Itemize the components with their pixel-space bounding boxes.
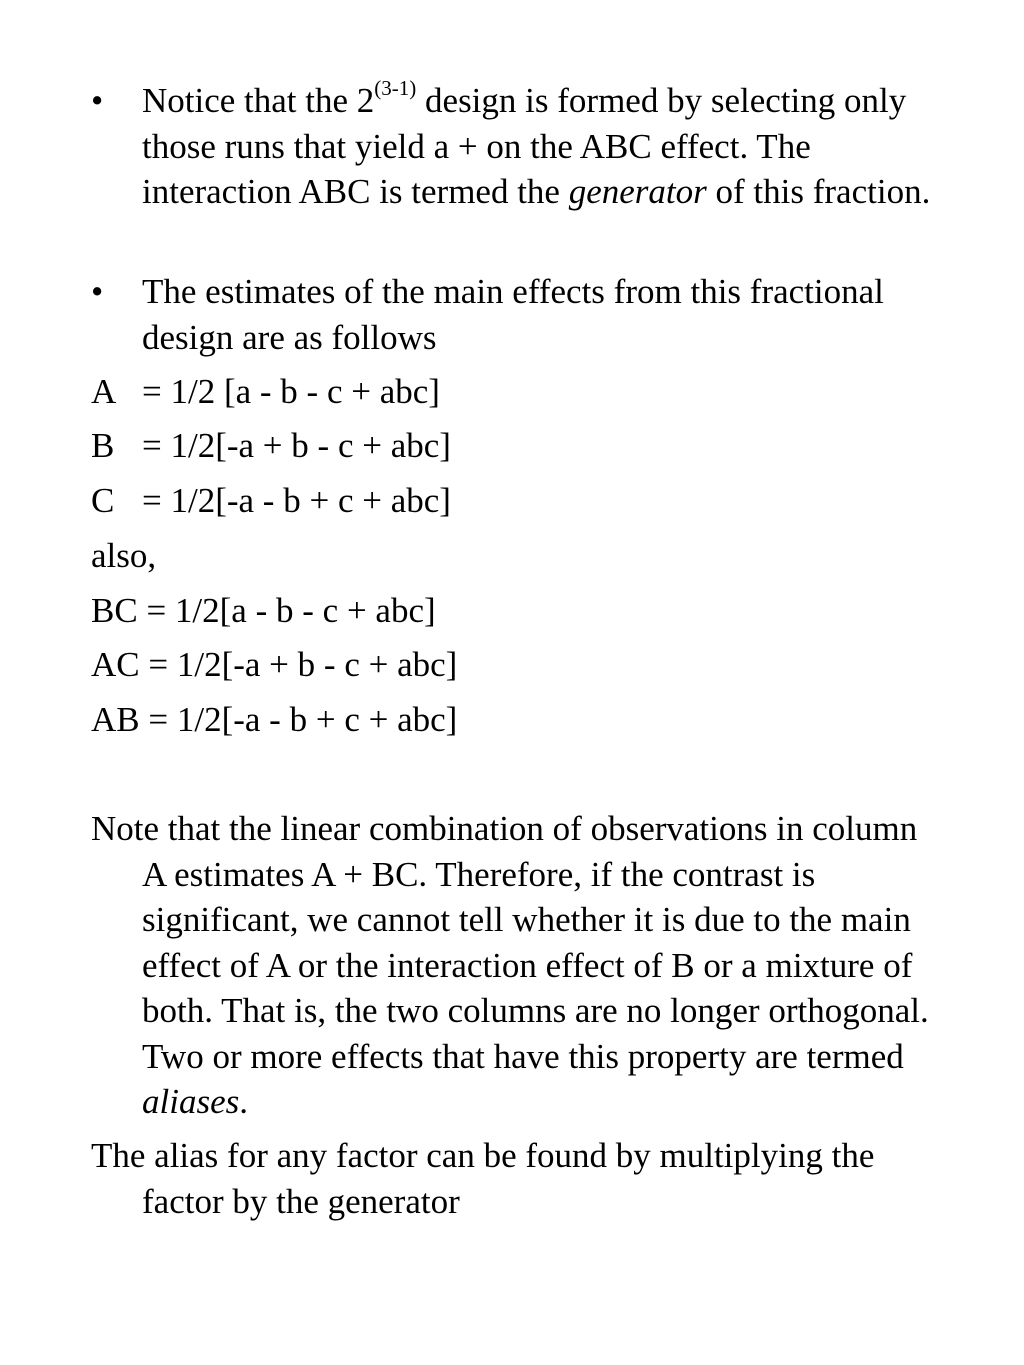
equation-bc: BC = 1/2[a - b - c + abc] xyxy=(91,591,436,630)
equation-expression: = 1/2[-a - b + c + abc] xyxy=(142,481,451,520)
bullet-text-middle: design is formed by selecting only those runs that yield a + on the ABC effect. The interaction ABC is termed the xyxy=(142,81,907,211)
equation-ab: AB = 1/2[-a - b + c + abc] xyxy=(91,700,458,739)
bullet-generator xyxy=(91,78,936,215)
equation-factor: C xyxy=(91,481,115,520)
bullet-icon: • xyxy=(91,81,104,120)
equation-c xyxy=(91,478,936,524)
aliases-term: aliases xyxy=(142,1082,240,1121)
equation-factor: A xyxy=(91,372,117,411)
bullet-text-end: of this fraction. xyxy=(706,172,931,211)
note-paragraph xyxy=(91,806,936,1125)
equation-expression: = 1/2[-a + b - c + abc] xyxy=(142,426,451,465)
bullet-estimates xyxy=(91,269,936,360)
bullet-icon: • xyxy=(91,272,104,311)
equation-a xyxy=(91,369,936,415)
exponent: (3-1) xyxy=(374,76,417,101)
alias-rule: The alias for any factor can be found by multiplying the factor by the generator xyxy=(91,1136,875,1221)
equation-expression: = 1/2 [a - b - c + abc] xyxy=(142,372,440,411)
note-text: Note that the linear combination of observations in column A estimates A + BC. Therefore, if the contrast is significant, we cannot tell whether it is due to the main effect of A or the interaction effect of B or a mixture of both. That is, the two columns are no longer orthogonal. Two or more effects that have this property are termed xyxy=(91,809,929,1076)
also-label: also, xyxy=(91,536,157,575)
equation-ac: AC = 1/2[-a + b - c + abc] xyxy=(91,645,458,684)
bullet-text-start: Notice that the 2 xyxy=(142,81,375,120)
equation-factor: B xyxy=(91,426,115,465)
generator-term: generator xyxy=(568,172,707,211)
bullet-text: The estimates of the main effects from this fractional design are as follows xyxy=(142,272,884,357)
equation-b xyxy=(91,423,936,469)
note-tail: . xyxy=(239,1082,248,1121)
